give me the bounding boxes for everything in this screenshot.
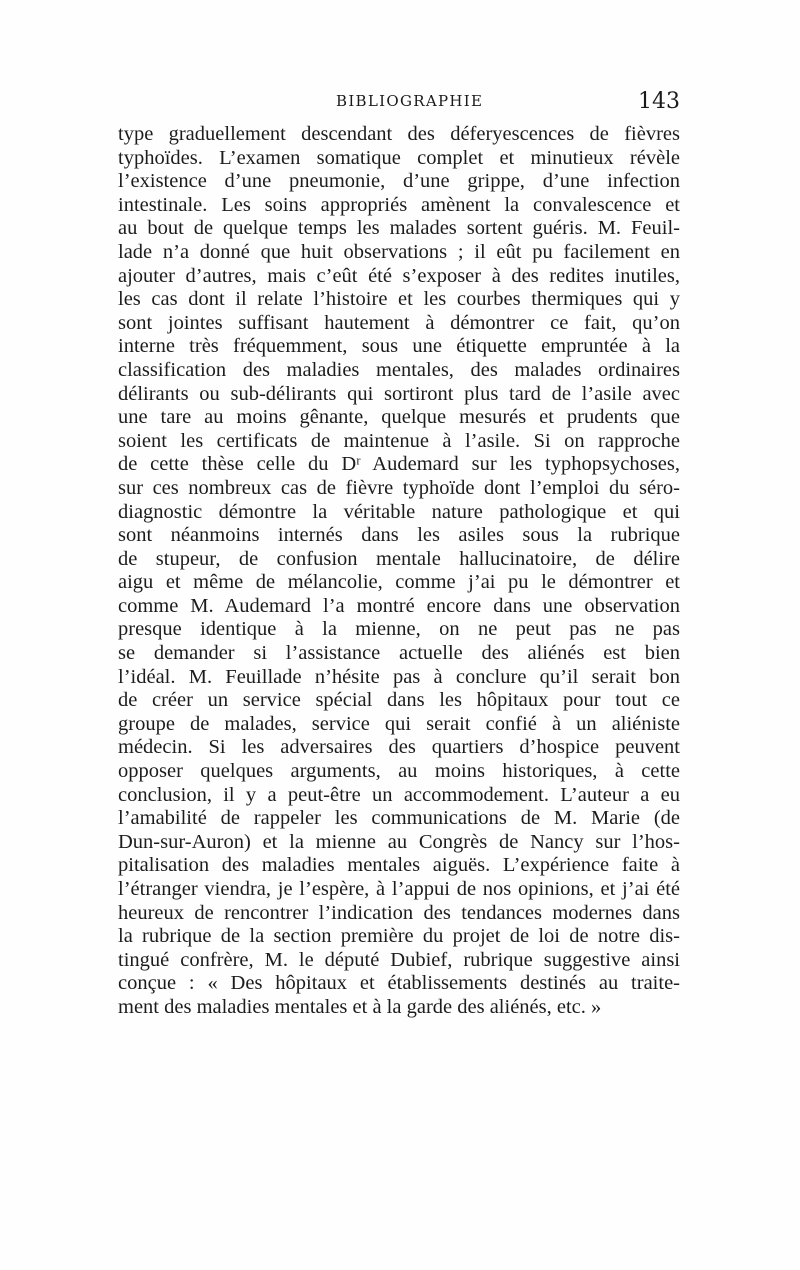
running-header xyxy=(118,89,682,116)
text-line: diagnostic démontre la véritable nature pathologique et qui xyxy=(118,500,680,523)
text-line: tingué confrère, M. le député Dubief, rubrique suggestive ainsi xyxy=(118,948,680,971)
text-line: de stupeur, de confusion mentale hallucinatoire, de délire xyxy=(118,547,680,570)
text-line: de créer un service spécial dans les hôpitaux pour tout ce xyxy=(118,689,680,712)
text-line: l’étranger viendra, je l’espère, à l’appui de nos opinions, et j’ai été xyxy=(118,878,680,900)
text-line: délirants ou sub-délirants qui sortiront plus tard de l’asile avec xyxy=(118,382,680,405)
text-line: conçue : « Des hôpitaux et établissements destinés au traite- xyxy=(118,972,680,995)
text-line: se demander si l’assistance actuelle des aliénés est bien xyxy=(118,642,680,665)
text-line: heureux de rencontrer l’indication des tendances modernes dans xyxy=(118,901,680,924)
text-line: aigu et même de mélancolie, comme j’ai pu le démontrer et xyxy=(118,571,680,594)
text-line: groupe de malades, service qui serait confié à un aliéniste xyxy=(118,712,680,735)
text-line: médecin. Si les adversaires des quartiers d’hospice peuvent xyxy=(118,736,680,759)
text-line: l’amabilité de rappeler les communications de M. Marie (de xyxy=(118,807,680,830)
text-line: sur ces nombreux cas de fièvre typhoïde dont l’emploi du séro- xyxy=(118,476,680,499)
text-line: type graduellement descendant des déferyescences de fièvres xyxy=(118,123,680,145)
text-line: de cette thèse celle du Dʳ Audemard sur les typhopsychoses, xyxy=(118,453,680,476)
text-line: typhoïdes. L’examen somatique complet et minutieux révèle xyxy=(118,146,680,169)
running-title: BIBLIOGRAPHIE xyxy=(336,92,484,110)
text-line: une tare au moins gênante, quelque mesurés et prudents que xyxy=(118,406,680,429)
text-line: presque identique à la mienne, on ne peut pas ne pas xyxy=(118,618,680,641)
text-line: l’existence d’une pneumonie, d’une grippe, d’une infection xyxy=(118,170,680,193)
text-line: interne très fréquemment, sous une étiquette empruntée à la xyxy=(118,335,680,358)
text-line: sont jointes suffisant hautement à démontrer ce fait, qu’on xyxy=(118,311,680,334)
text-line: sont néanmoins internés dans les asiles sous la rubrique xyxy=(118,524,680,547)
text-line: la rubrique de la section première du projet de loi de notre dis- xyxy=(118,925,680,948)
text-line: pitalisation des maladies mentales aiguës. L’expérience faite à xyxy=(118,854,680,877)
text-line: au bout de quelque temps les malades sortent guéris. M. Feuil- xyxy=(118,217,680,240)
text-line: lade n’a donné que huit observations ; il eût pu facilement en xyxy=(118,240,680,263)
text-line: soient les certificats de maintenue à l’asile. Si on rapproche xyxy=(118,429,680,452)
text-line: l’idéal. M. Feuillade n’hésite pas à conclure qu’il serait bon xyxy=(118,665,680,688)
text-line: les cas dont il relate l’histoire et les courbes thermiques qui y xyxy=(118,288,680,311)
text-line: Dun-sur-Auron) et la mienne au Congrès de Nancy sur l’hos- xyxy=(118,830,680,853)
text-line: conclusion, il y a peut-être un accommodement. L’auteur a eu xyxy=(118,783,680,806)
text-line: comme M. Audemard l’a montré encore dans une observation xyxy=(118,594,680,617)
text-line: ment des maladies mentales et à la garde des aliénés, etc. » xyxy=(118,995,602,1018)
text-line: ajouter d’autres, mais c’eût été s’exposer à des redites inutiles, xyxy=(118,264,680,287)
text-line: opposer quelques arguments, au moins historiques, à cette xyxy=(118,760,680,783)
body-text xyxy=(118,123,680,1020)
page-number: 143 xyxy=(638,89,680,114)
text-line: intestinale. Les soins appropriés amènent la convalescence et xyxy=(118,193,680,216)
text-line: classification des maladies mentales, des malades ordinaires xyxy=(118,358,680,381)
